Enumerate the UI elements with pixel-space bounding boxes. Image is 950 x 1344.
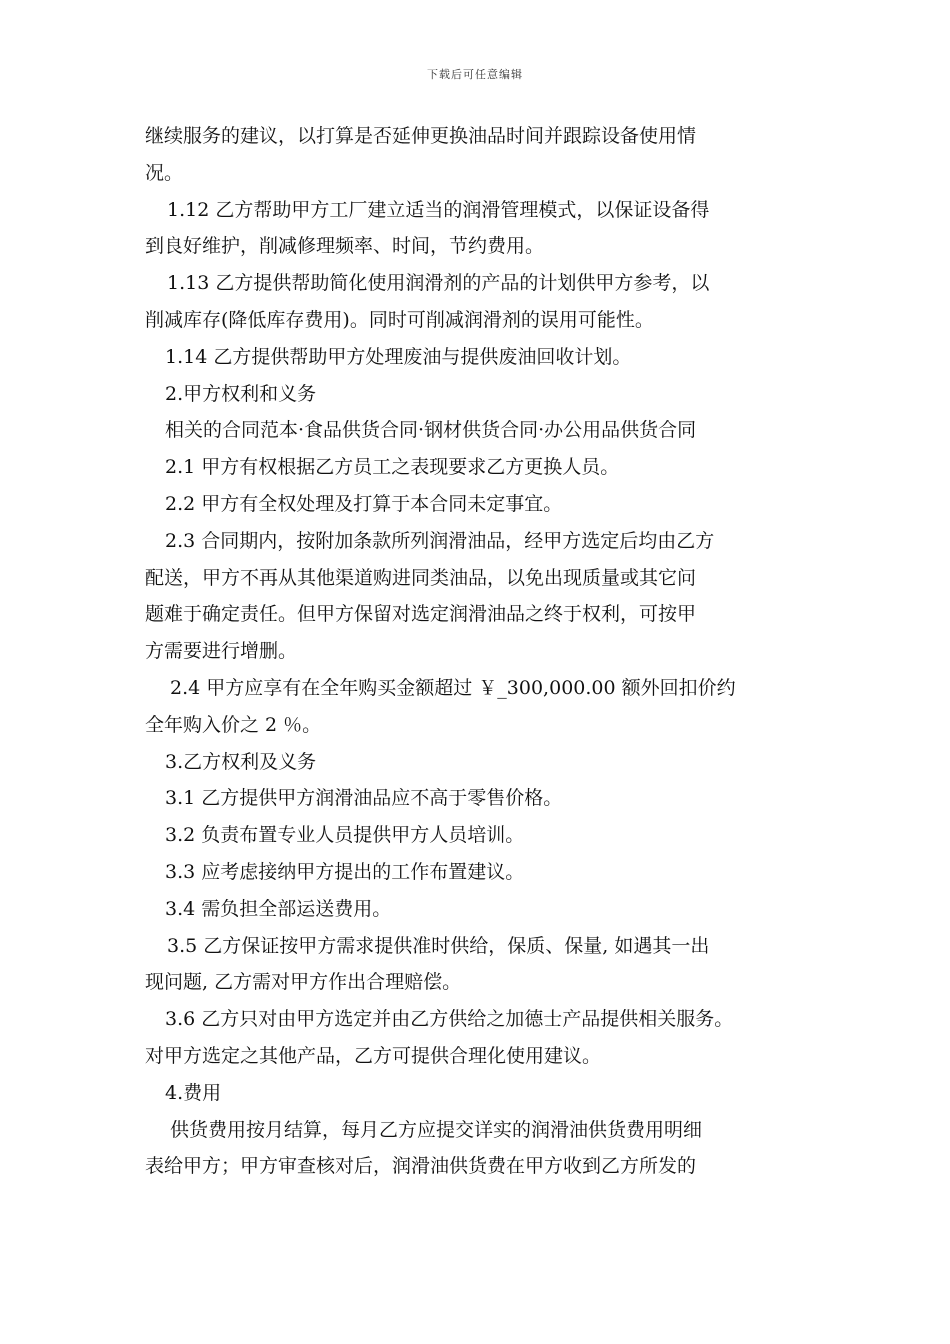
clause-1-12: 1.12 乙方帮助甲方工厂建立适当的润滑管理模式，以保证设备得 — [167, 198, 710, 221]
paragraph-line: 表给甲方；甲方审查核对后，润滑油供货费在甲方收到乙方所发的 — [145, 1155, 697, 1178]
clause-3-4: 3.4 需负担全部运送费用。 — [165, 897, 392, 920]
section-heading-2: 2.甲方权利和义务 — [165, 382, 317, 405]
section-heading-4: 4.费用 — [165, 1081, 222, 1104]
clause-3-5: 3.5 乙方保证按甲方需求提供准时供给，保质、保量, 如遇其一出 — [167, 934, 710, 957]
paragraph-line: 方需要进行增删。 — [145, 640, 298, 663]
paragraph-line: 现问题, 乙方需对甲方作出合理赔偿。 — [145, 971, 462, 994]
paragraph-line: 况。 — [145, 161, 184, 184]
section-heading-3: 3.乙方权利及义务 — [165, 750, 317, 773]
clause-3-1: 3.1 乙方提供甲方润滑油品应不高于零售价格。 — [165, 787, 563, 810]
clause-2-1: 2.1 甲方有权根据乙方员工之表现要求乙方更换人员。 — [165, 456, 620, 479]
paragraph-line: 到良好维护，削减修理频率、时间，节约费用。 — [145, 235, 545, 258]
paragraph-line: 配送，甲方不再从其他渠道购进同类油品，以免出现质量或其它问 — [145, 566, 697, 589]
page-header: 下载后可任意编辑 — [427, 68, 523, 81]
clause-1-14: 1.14 乙方提供帮助甲方处理废油与提供废油回收计划。 — [165, 345, 632, 368]
paragraph-line: 题难于确定责任。但甲方保留对选定润滑油品之终于权利，可按甲 — [145, 603, 697, 626]
related-templates-line: 相关的合同范本·食品供货合同·钢材供货合同·办公用品供货合同 — [165, 419, 697, 442]
clause-3-2: 3.2 负责布置专业人员提供甲方人员培训。 — [165, 824, 525, 847]
paragraph-line: 对甲方选定之其他产品，乙方可提供合理化使用建议。 — [145, 1044, 602, 1067]
clause-2-2: 2.2 甲方有全权处理及打算于本合同未定事宜。 — [165, 492, 563, 515]
clause-3-3: 3.3 应考虑接纳甲方提出的工作布置建议。 — [165, 860, 525, 883]
fees-paragraph: 供货费用按月结算，每月乙方应提交详实的润滑油供货费用明细 — [170, 1118, 703, 1141]
paragraph-line: 继续服务的建议，以打算是否延伸更换油品时间并跟踪设备使用情 — [145, 125, 697, 147]
clause-3-6: 3.6 乙方只对由甲方选定并由乙方供给之加德士产品提供相关服务。 — [165, 1008, 734, 1031]
clause-2-4: 2.4 甲方应享有在全年购买金额超过 ￥_300,000.00 额外回扣价约 — [170, 676, 736, 699]
clause-2-3: 2.3 合同期内，按附加条款所列润滑油品，经甲方选定后均由乙方 — [165, 529, 715, 552]
paragraph-line: 削减库存(降低库存费用)。同时可削减润滑剂的误用可能性。 — [145, 308, 654, 331]
paragraph-line: 全年购入价之 2 ％。 — [145, 713, 322, 736]
clause-1-13: 1.13 乙方提供帮助简化使用润滑剂的产品的计划供甲方参考，以 — [167, 272, 710, 295]
document-body — [145, 118, 809, 1185]
